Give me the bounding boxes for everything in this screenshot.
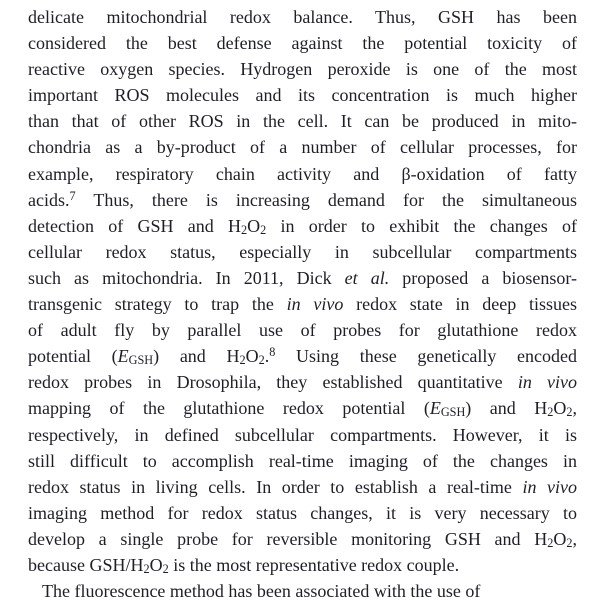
text-line: mapping of the glutathione redox potential $(E_{GSH})$ and $H_2O_2$, [28, 398, 577, 420]
text-line: delicate mitochondrial redox balance. Thus, GSH has been [28, 7, 577, 27]
text-line: example, respiratory chain activity and β-oxidation of fatty [28, 163, 577, 184]
text-line: respectively, in defined subcellular compartments. However, it is [28, 424, 577, 445]
text-line: of adult fly by parallel use of probes for glutathione redox [28, 320, 577, 341]
text-line: because GSH/$H_2O_2$ is the most representative redox couple. [28, 554, 460, 577]
text-line: cellular redox status, especially in subcellular compartments [28, 241, 577, 262]
text-line: important ROS molecules and its concentration is much higher [28, 85, 577, 106]
text-line: reactive oxygen species. Hydrogen peroxide is one of the most [28, 59, 577, 80]
text-line: imaging method for redox status changes, it is very necessary to [28, 502, 577, 523]
text-line: chondria as a by-product of a number of cellular processes, for [28, 137, 577, 158]
article-text-column [28, 4, 577, 604]
text-line: develop a single probe for reversible monitoring GSH and $H_2O_2$, [28, 528, 577, 551]
text-line: The fluorescence method has been associated with the use of [42, 581, 481, 602]
text-line: considered the best defense against the potential toxicity of [28, 33, 577, 54]
text-line: transgenic strategy to trap the in vivo redox state in deep tissues [28, 294, 577, 315]
text-line: detection of GSH and $H_2O_2$ in order to exhibit the changes of [28, 215, 577, 237]
text-line: such as mitochondria. In 2011, Dick et al. proposed a biosensor- [28, 267, 578, 288]
text-line: redox probes in Drosophila, they established quantitative in vivo [28, 372, 578, 393]
text-line: than that of other ROS in the cell. It can be produced in mito- [28, 111, 577, 132]
text-line: acids.$^7$ Thus, there is increasing demand for the simultaneous [28, 188, 577, 210]
text-line: potential $(E_{GSH})$ and $H_2O_2.^8$ Using these genetically encoded [28, 345, 577, 368]
text-line: redox status in living cells. In order to establish a real-time in vivo [28, 476, 578, 497]
text-line: still difficult to accomplish real-time imaging of the changes in [28, 450, 577, 471]
